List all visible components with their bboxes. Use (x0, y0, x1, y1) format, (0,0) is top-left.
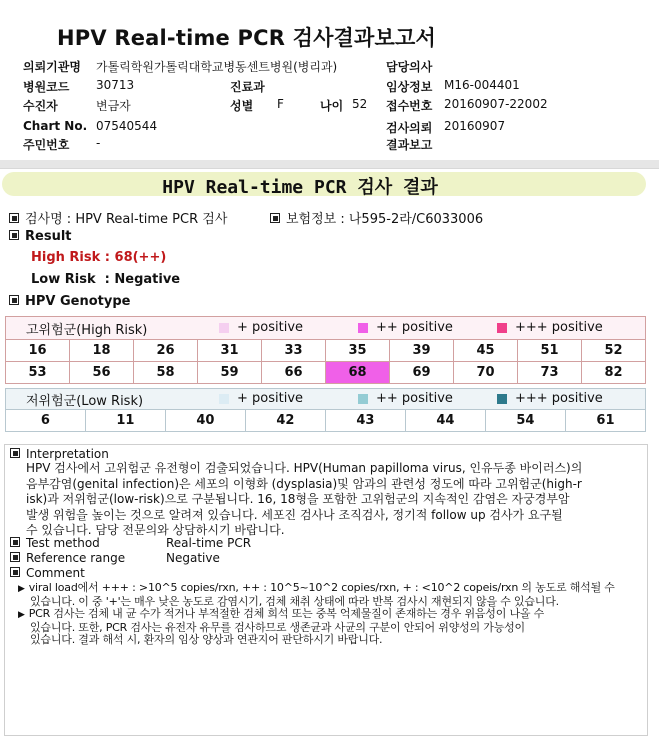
bullet-square-icon (9, 213, 19, 223)
genotype-cell: 58 (134, 362, 198, 384)
triangle-bullet-icon: ▶ (18, 584, 25, 594)
request-value: 20160907 (444, 119, 506, 133)
result-heading (9, 229, 72, 244)
bullet-square-icon (10, 567, 20, 577)
genotype-cell: 44 (405, 410, 485, 432)
method-label: Test method (26, 536, 100, 550)
low-risk-title: 저위험군(Low Risk) (26, 393, 144, 409)
chart-label: Chart No. (23, 119, 88, 133)
hospcode-value: 30713 (96, 78, 135, 92)
reference-label: Reference range (26, 551, 126, 565)
genotype-cell: 26 (134, 340, 198, 362)
genotype-cell: 40 (165, 410, 245, 432)
genotype-cell: 51 (518, 340, 582, 362)
genotype-cell: 61 (565, 410, 645, 432)
sex-label: 성별 (230, 99, 254, 113)
method-row (10, 536, 100, 550)
legend-swatch (219, 394, 229, 404)
genotype-cell: 45 (454, 340, 518, 362)
genotype-cell: 69 (390, 362, 454, 384)
rrn-value: - (96, 136, 101, 150)
genotype-cell: 35 (326, 340, 390, 362)
legend-label: + positive (237, 391, 304, 406)
age-label: 나이 (320, 99, 344, 113)
genotype-cell: 33 (262, 340, 326, 362)
comment-line: 있습니다. 또한, PCR 검사는 유전자 유무를 검사하므로 생존균과 사균의 구분이 안되어 위양성의 가능성이 (30, 620, 525, 634)
genotype-cell: 42 (245, 410, 325, 432)
interpretation-line: HPV 검사에서 고위험군 유전형이 검출되었습니다. HPV(Human papilloma virus, 인유두종 바이러스)의 (26, 461, 583, 475)
interpretation-line: 발생 위험을 높이는 것으로 알려져 있습니다. 세포진 검사나 조직검사, 정기적 follow up 검사가 요구될 (26, 507, 563, 522)
method-value: Real-time PCR (166, 536, 252, 550)
comment-row (10, 566, 85, 580)
section-divider (0, 160, 659, 168)
genotype-cell: 73 (518, 362, 582, 384)
chart-value: 07540544 (96, 119, 158, 133)
high-risk-row (6, 340, 646, 362)
org-value: 가톨릭학원가톨릭대학교병동센트병원(병리과) (96, 60, 338, 74)
legend-plus-plus (358, 391, 453, 406)
interpretation-line: 음부감염(genital infection)은 세포의 이형화 (dysplasia)및 암과의 관련성 정도에 따라 고위험군(high-r (26, 476, 582, 491)
legend-plus-plus (358, 320, 453, 335)
clinical-value: M16-004401 (444, 78, 520, 92)
genotype-cell: 43 (325, 410, 405, 432)
low-risk-table (5, 388, 646, 432)
insurance-info: 보험정보 : 나595-2라/C6033006 (286, 212, 484, 227)
rrn-label: 주민번호 (23, 138, 70, 152)
request-label: 검사의뢰 (386, 121, 433, 135)
comment-text (18, 582, 615, 647)
receipt-value: 20160907-22002 (444, 97, 548, 111)
legend-plus (219, 391, 303, 406)
doctor-label: 담당의사 (386, 60, 433, 74)
age-value: 52 (352, 97, 368, 111)
low-risk-header (6, 389, 646, 410)
legend-label: + positive (237, 320, 304, 335)
genotype-cell: 16 (6, 340, 70, 362)
legend-label: ++ positive (376, 320, 453, 335)
bullet-square-icon (270, 213, 280, 223)
bullet-square-icon (10, 537, 20, 547)
legend-swatch (219, 323, 229, 333)
high-risk-title: 고위험군(High Risk) (26, 322, 148, 338)
genotype-cell: 18 (70, 340, 134, 362)
genotype-cell: 53 (6, 362, 70, 384)
legend-plus-plus-plus (497, 320, 603, 335)
result-label: Result (25, 229, 72, 244)
genotype-cell: 11 (85, 410, 165, 432)
org-label: 의뢰기관명 (23, 60, 81, 74)
comment-line-text: viral load에서 +++ : >10^5 copies/rxn, ++ : 10^5~10^2 copies/rxn, + : <10^2 copeis/rxn 의 농도로 해석될 수 (28, 581, 615, 594)
sex-value: F (277, 97, 284, 111)
insurance-line (270, 208, 483, 227)
high-risk-row (6, 362, 646, 384)
low-risk-result: Low Risk : Negative (31, 272, 181, 287)
reference-value: Negative (166, 551, 220, 565)
interpretation-heading (10, 447, 109, 461)
page-title: HPV Real-time PCR 검사결과보고서 (57, 26, 436, 50)
genotype-cell: 52 (582, 340, 646, 362)
genotype-cell: 70 (454, 362, 518, 384)
interpretation-text (26, 461, 582, 539)
clinical-label: 임상정보 (386, 80, 433, 94)
genotype-cell: 39 (390, 340, 454, 362)
legend-label: +++ positive (515, 391, 603, 406)
legend-label: +++ positive (515, 320, 603, 335)
genotype-label: HPV Genotype (25, 294, 131, 309)
genotype-cell: 54 (485, 410, 565, 432)
legend-swatch (358, 323, 368, 333)
genotype-cell: 6 (6, 410, 86, 432)
legend-label: ++ positive (376, 391, 453, 406)
genotype-cell: 82 (582, 362, 646, 384)
reference-row (10, 551, 125, 565)
high-risk-result: High Risk : 68(++) (31, 250, 167, 265)
bullet-square-icon (10, 448, 20, 458)
dept-label: 진료과 (230, 80, 265, 94)
comment-line: 있습니다. 이 중 '+'는 매우 낮은 농도로 감염시기, 검체 채취 상태에 따라 반복 검사시 재현되지 않을 수 있습니다. (30, 594, 559, 608)
high-risk-header (6, 317, 646, 340)
receipt-label: 접수번호 (386, 99, 433, 113)
test-name-line (9, 208, 227, 227)
genotype-cell: 68 (326, 362, 390, 384)
legend-swatch (497, 323, 507, 333)
legend-swatch (358, 394, 368, 404)
interpretation-title: Interpretation (26, 447, 109, 461)
interpretation-line: 수 있습니다. 담당 전문의와 상담하시기 바랍니다. (26, 523, 285, 537)
org-row (23, 58, 81, 75)
test-name: 검사명 : HPV Real-time PCR 검사 (25, 212, 228, 227)
bullet-square-icon (10, 552, 20, 562)
bullet-square-icon (9, 295, 19, 305)
genotype-cell: 66 (262, 362, 326, 384)
legend-plus-plus-plus (497, 391, 603, 406)
genotype-heading (9, 294, 130, 309)
genotype-cell: 59 (198, 362, 262, 384)
report-label: 결과보고 (386, 138, 433, 152)
comment-line (18, 608, 615, 622)
comment-line: 있습니다. 결과 해석 시, 환자의 임상 양상과 연관지어 판단하시기 바랍니다. (30, 633, 383, 646)
comment-line-text: PCR 검사는 검체 내 균 수가 적거나 부적절한 검체 희석 또는 중복 억제물질이 존재하는 경우 위음성이 나올 수 (28, 607, 545, 620)
legend-swatch (497, 394, 507, 404)
legend-plus (219, 320, 303, 335)
low-risk-row (6, 410, 646, 432)
comment-line (18, 582, 615, 596)
genotype-cell: 56 (70, 362, 134, 384)
bullet-square-icon (9, 230, 19, 240)
patient-value: 변금자 (96, 99, 131, 113)
triangle-bullet-icon: ▶ (18, 610, 25, 620)
interpretation-line: isk)과 저위험군(low-risk)으로 구분됩니다. 16, 18형을 포함한 고위험군의 지속적인 감염은 자궁경부암 (26, 492, 570, 506)
high-risk-table (5, 316, 646, 384)
result-banner-title: HPV Real-time PCR 검사 결과 (162, 177, 438, 198)
genotype-cell: 31 (198, 340, 262, 362)
hospcode-label: 병원코드 (23, 80, 70, 94)
comment-label: Comment (26, 566, 85, 580)
patient-label: 수진자 (23, 99, 58, 113)
